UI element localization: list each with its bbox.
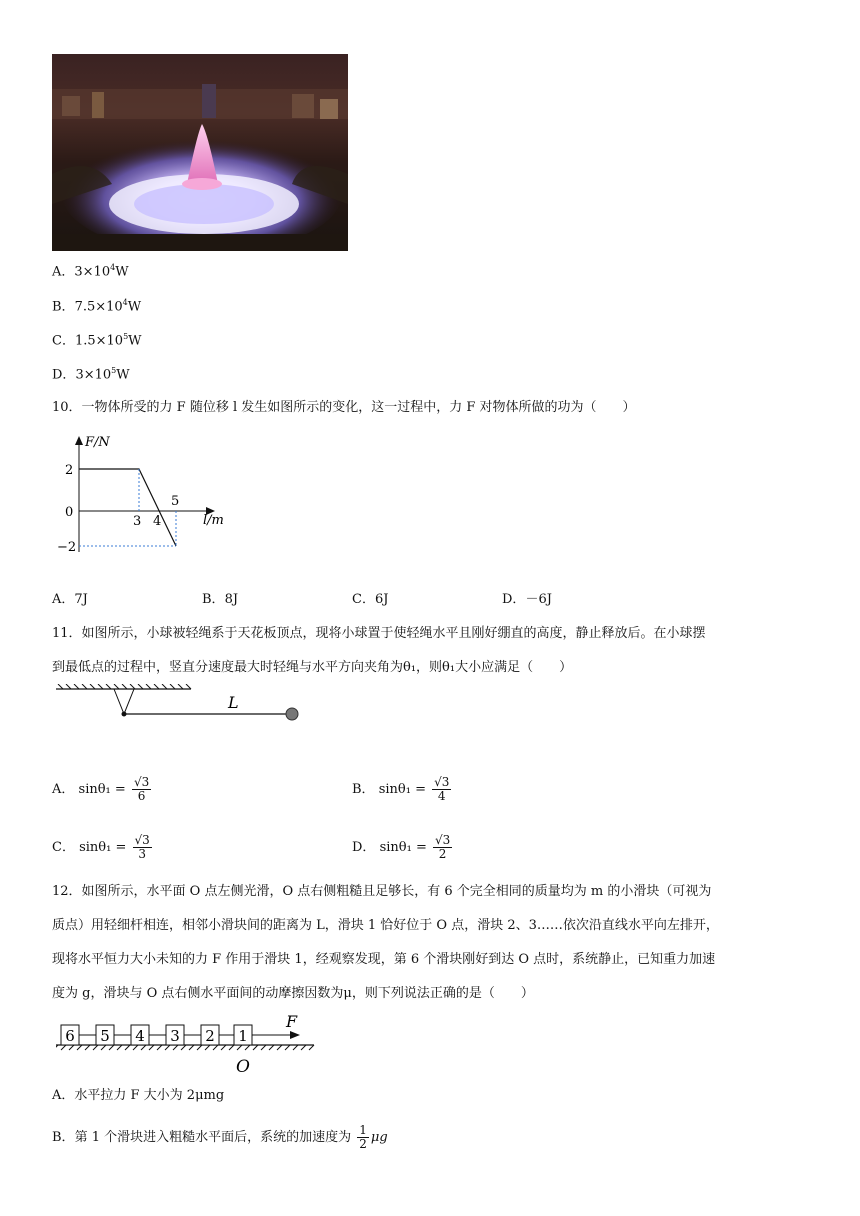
q10-option-c: C．6J xyxy=(352,592,389,607)
q10-force-graph xyxy=(55,432,230,562)
q11-option-d: D． sinθ₁ = $\frac{√3}{2}$ xyxy=(352,833,451,862)
y-tick-0: 0 xyxy=(65,505,74,520)
q10-option-a: A．7J xyxy=(52,592,88,607)
block-5-label: 5 xyxy=(100,1027,110,1045)
q9-option-b: B．$7.5\times 10^4W$ xyxy=(52,298,142,315)
x-tick-3: 3 xyxy=(133,514,142,529)
x-axis-label: l/m xyxy=(203,513,224,528)
q11-option-b: B． sinθ₁ = $\frac{√3}{4}$ xyxy=(352,775,450,804)
q9-option-a: A．$3\times 10^4W$ xyxy=(52,263,129,280)
block-3-label: 3 xyxy=(170,1027,180,1045)
point-o-label: O xyxy=(236,1057,250,1077)
block-1-label: 1 xyxy=(238,1027,248,1045)
q9-option-d: D．$3\times 10^5W$ xyxy=(52,366,130,383)
length-label: L xyxy=(228,693,239,712)
q12-option-b: B．第 1 个滑块进入粗糙水平面后，系统的加速度为 $\frac{1}{2}$ μg xyxy=(52,1123,388,1152)
q11-stem-line2: 到最低点的过程中，竖直分速度最大时轻绳与水平方向夹角为θ₁，则θ₁大小应满足（ ） xyxy=(52,660,573,675)
block-6-label: 6 xyxy=(65,1027,75,1045)
force-label: F xyxy=(286,1012,298,1031)
x-tick-4: 4 xyxy=(153,514,162,529)
q11-stem-line1: 11．如图所示，小球被轻绳系于天花板顶点，现将小球置于使轻绳水平且刚好绷直的高度，静止释放后。在小球摆 xyxy=(52,626,706,641)
q9-option-c: C．$1.5\times 10^5W$ xyxy=(52,332,142,349)
q12-stem-line4: 度为 g，滑块与 O 点右侧水平面间的动摩擦因数为μ，则下列说法正确的是（ ） xyxy=(52,986,534,1001)
q10-stem: 10．一物体所受的力 F 随位移 l 发生如图所示的变化，这一过程中，力 F 对物体所做的功为（ ） xyxy=(52,400,636,415)
q12-stem-line2: 质点）用轻细杆相连，相邻小滑块间的距离为 L，滑块 1 恰好位于 O 点，滑块 2、3……依次沿直线水平向左排开， xyxy=(52,918,719,933)
q12-stem-line3: 现将水平恒力大小未知的力 F 作用于滑块 1，经观察发现，第 6 个滑块刚好到达 O 点时，系统静止，已知重力加速 xyxy=(52,952,716,967)
q10-option-d: D．－6J xyxy=(502,592,552,607)
q11-option-c: C． sinθ₁ = $\frac{√3}{3}$ xyxy=(52,833,150,862)
y-tick-neg2: −2 xyxy=(57,540,77,555)
y-tick-2: 2 xyxy=(65,463,74,478)
block-2-label: 2 xyxy=(205,1027,215,1045)
q11-pendulum-figure xyxy=(56,684,306,724)
q12-option-a: A．水平拉力 F 大小为 2μmg xyxy=(52,1088,225,1103)
q11-option-a: A． sinθ₁ = $\frac{√3}{6}$ xyxy=(52,775,150,804)
y-axis-label: F/N xyxy=(85,435,110,450)
x-tick-5: 5 xyxy=(171,494,180,509)
q10-option-b: B．8J xyxy=(202,592,239,607)
q12-stem-line1: 12．如图所示，水平面 O 点左侧光滑，O 点右侧粗糙且足够长，有 6 个完全相同的质量均为 m 的小滑块（可视为 xyxy=(52,884,712,899)
block-4-label: 4 xyxy=(135,1027,145,1045)
q12-blocks-figure xyxy=(56,1012,318,1078)
fountain-photo xyxy=(52,54,348,251)
